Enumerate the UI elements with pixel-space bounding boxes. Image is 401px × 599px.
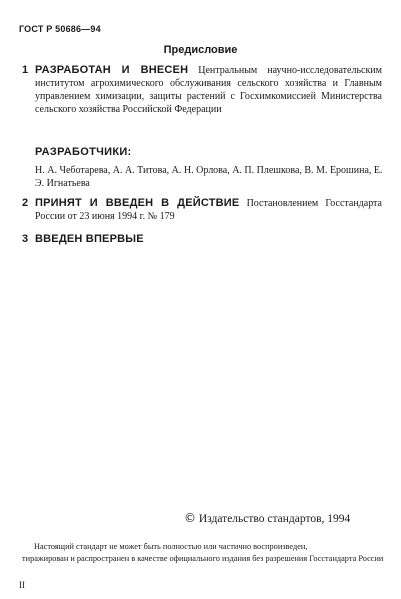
item-text: Центральным научно-исследовательским институтом агрохимического обслуживания сельского хозяйства и Главным управлением химизации, защиты растений с Госхимкомиссией Министерства сельского хозяйства Российской Федерации (35, 65, 382, 115)
item-lead: РАЗРАБОТАН И ВНЕСЕН (35, 64, 189, 76)
document-code: ГОСТ Р 50686—94 (19, 24, 101, 34)
item-number: 3 (22, 233, 29, 245)
reproduction-notice (22, 541, 388, 565)
item-lead: ПРИНЯТ И ВВЕДЕН В ДЕЙСТВИЕ (35, 197, 240, 209)
preface-title: Предисловие (163, 44, 238, 56)
item-2 (22, 197, 382, 223)
item-lead: ВВЕДЕН ВПЕРВЫЕ (35, 233, 144, 245)
item-text: Постановлением Госстандарта России от 23 июня 1994 г. № 179 (35, 198, 382, 222)
copyright-icon: © (184, 511, 196, 525)
item-1 (22, 64, 382, 116)
item-3 (22, 233, 382, 246)
developers-names: Н. А. Чеботарева, А. А. Титова, А. Н. Орлова, А. П. Плешкова, В. М. Ерошина, Е. Э. Игнатьева (35, 165, 383, 189)
item-number: 2 (22, 197, 29, 209)
copyright-line (184, 511, 350, 525)
copyright-text: Издательство стандартов, 1994 (196, 513, 351, 525)
page-number: II (19, 580, 25, 590)
item-number: 1 (22, 64, 29, 76)
notice-line-1: Настоящий стандарт не может быть полностью или частично воспроизведен, (34, 542, 308, 551)
notice-line-rest: тиражирован и распространен в качестве официального издания без разрешения Госстандарта России (22, 554, 384, 563)
developers-heading: РАЗРАБОТЧИКИ: (35, 146, 132, 158)
